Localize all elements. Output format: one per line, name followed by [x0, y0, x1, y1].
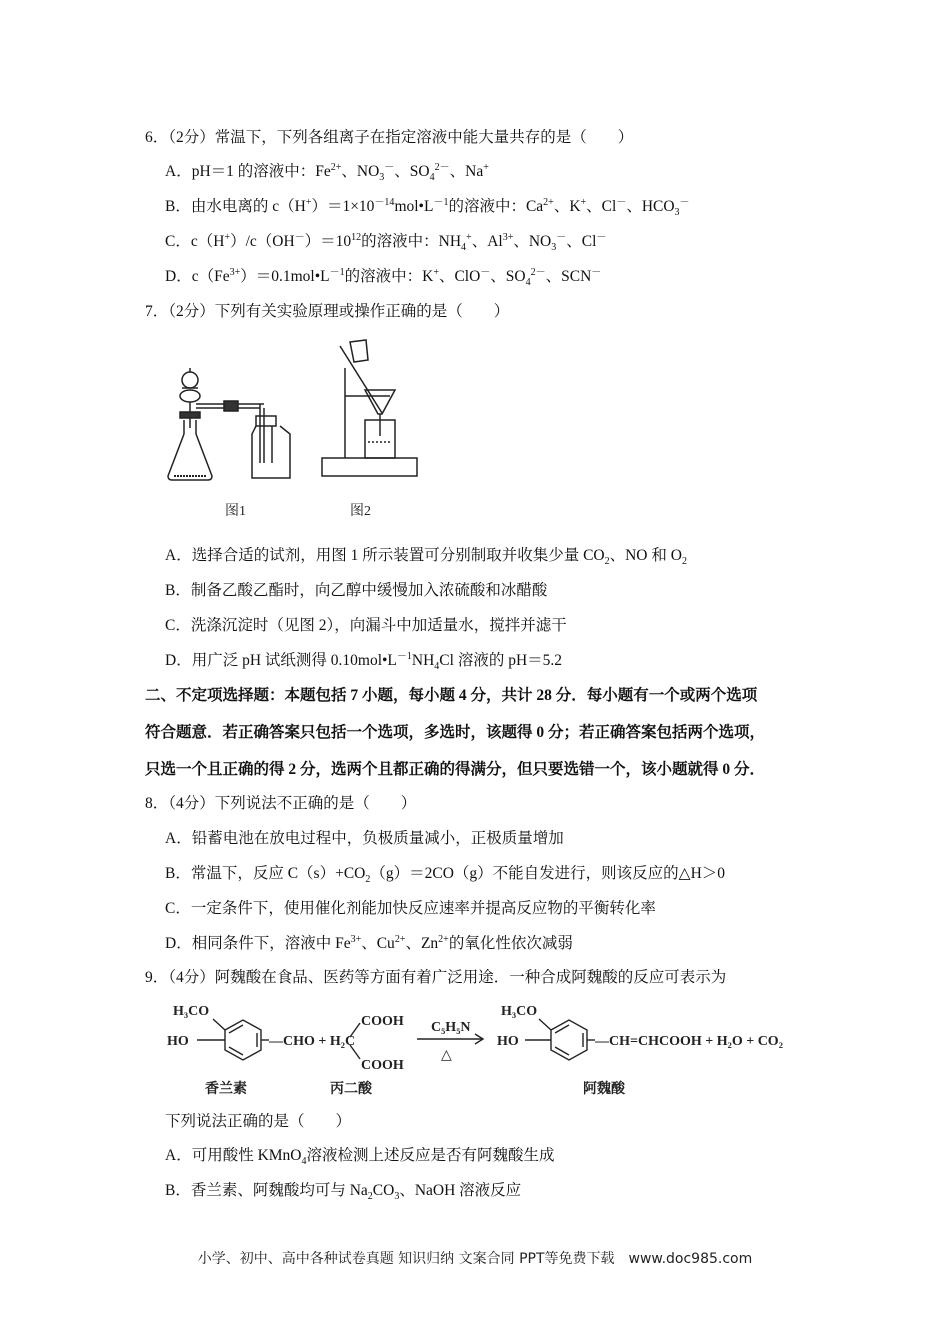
section2-line3: 只选一个且正确的得 2 分，选两个且都正确的得满分，但只要选错一个，该小题就得 0 分． [145, 761, 766, 778]
q6-stem: 6．（2分）常温下，下列各组离子在指定溶液中能大量共存的是（ ） [145, 129, 634, 146]
section2-line2: 符合题意．若正确答案只包括一个选项，多选时，该题得 0 分；若正确答案包括两个选项， [145, 724, 766, 741]
ferulic-h3co: H₃CO [501, 1004, 538, 1019]
q7-option-b: B．制备乙酸乙酯时，向乙醇中缓慢加入浓硫酸和冰醋酸 [165, 582, 548, 599]
q7-option-c: C．洗涤沉淀时（见图 2），向漏斗中加适量水，搅拌并滤干 [165, 617, 567, 634]
fig2-caption: 图2 [350, 504, 371, 519]
name-malonic-acid: 丙二酸 [330, 1082, 372, 1097]
footer-download-link[interactable]: 小学、初中、高中各种试卷真题 知识归纳 文案合同 PPT等免费下载 www.doc985.com [197, 1251, 753, 1267]
section2-line1: 二、不定项选择题：本题包括 7 小题，每小题 4 分，共计 28 分．每小题有一个或两个选项 [145, 687, 758, 704]
heat: △ [441, 1048, 452, 1063]
q9-option-a: A．可用酸性 KMnO$_4$溶液检测上述反应是否有阿魏酸生成 [165, 1147, 555, 1168]
q9-option-b: B．香兰素、阿魏酸均可与 $Na_2CO_3$、NaOH 溶液反应 [165, 1182, 522, 1203]
fig1-caption: 图1 [225, 504, 246, 519]
q8-option-c: C．一定条件下，使用催化剂能加快反应速率并提高反应物的平衡转化率 [165, 900, 656, 917]
q9-sub-stem: 下列说法正确的是（ ） [165, 1113, 352, 1130]
name-vanillin: 香兰素 [205, 1082, 247, 1097]
q6-option-a: A．pH＝1 的溶液中：$Fe^{2+}$、$NO_3^-$、$SO_4^{2-}$、Na+ [165, 161, 489, 184]
q7-option-d: D．用广泛 pH 试纸测得 $0.10mol•L^{-1}NH_4Cl$ 溶液的 pH＝5.2 [165, 650, 563, 673]
reaction-scheme [165, 997, 820, 1105]
lab-apparatus-figure [160, 338, 440, 523]
q8-option-a: A．铅蓄电池在放电过程中，负极质量减小，正极质量增加 [165, 830, 564, 847]
q6-option-c: C．$c(H^+)/c(OH^-)=10^{12}$的溶液中：$NH_4^+$、$Al^{3+}$、$NO_3^-$、Cl－ [165, 231, 607, 254]
q7-option-a: A．选择合适的试剂，用图 1 所示装置可分别制取并收集少量 $CO_2$、NO 和 $O_2$ [165, 547, 687, 568]
vanillin-h3co: H₃CO [173, 1004, 210, 1019]
q8-stem: 8．（4分）下列说法不正确的是（ ） [145, 795, 417, 812]
q8-option-b: B．常温下，反应 $C(s)+CO_2(g)=2CO(g)$不能自发进行，则该反应的△H＞0 [165, 865, 726, 886]
vanillin-cho: —CHO + H₂C [269, 1034, 356, 1049]
malonic-cooh-top: COOH [361, 1014, 404, 1029]
q9-stem: 9．（4分）阿魏酸在食品、医药等方面有着广泛用途．一种合成阿魏酸的反应可表示为 [145, 969, 727, 986]
product-formula: —CH=CHCOOH + H₂O + CO₂ [595, 1034, 783, 1049]
name-ferulic-acid: 阿魏酸 [583, 1082, 625, 1097]
vanillin-ho: HO [167, 1034, 189, 1049]
catalyst: C₅H₅N [431, 1020, 471, 1035]
malonic-cooh-bottom: COOH [361, 1058, 404, 1073]
q6-option-b: B．由水电离的 $c(H^+)=1\times 10^{-14}mol•L^{-1}$的溶液中：$Ca^{2+}$、K+、Cl－、$HCO_3^-$ [165, 196, 690, 219]
ferulic-ho: HO [497, 1034, 519, 1049]
q6-option-d: D．$c(Fe^{3+})=0.1mol•L^{-1}$的溶液中：K+、ClO－、$SO_4^{2-}$、SCN－ [165, 266, 602, 289]
q7-stem: 7．（2分）下列有关实验原理或操作正确的是（ ） [145, 303, 510, 320]
q8-option-d: D．相同条件下，溶液中 $Fe^{3+}$、$Cu^{2+}$、$Zn^{2+}$的氧化性依次减弱 [165, 933, 573, 952]
